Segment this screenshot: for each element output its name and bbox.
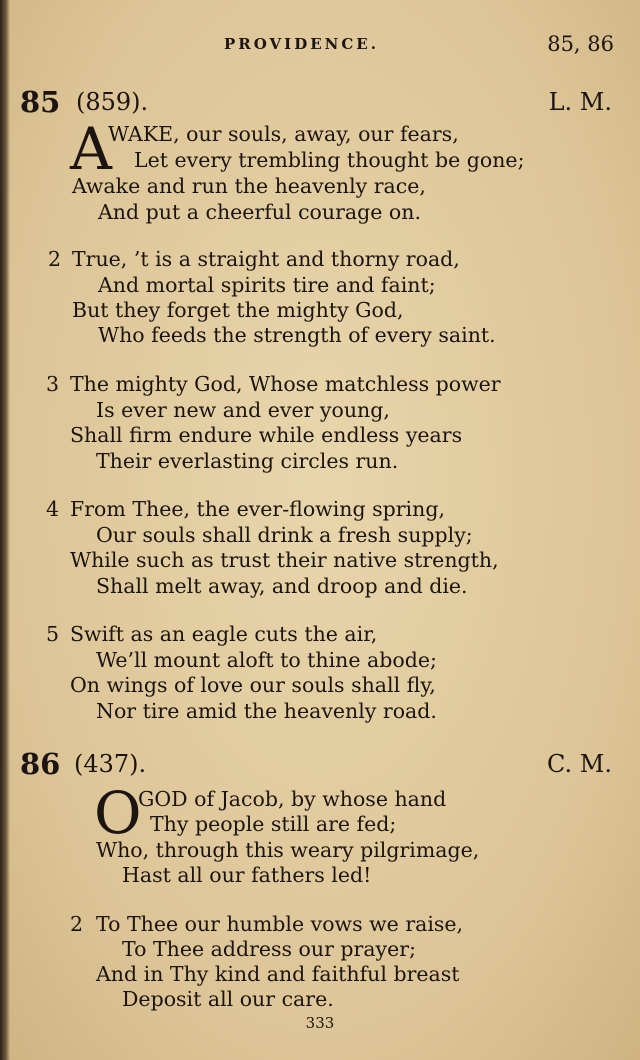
verse-line: WAKE, our souls, away, our fears,	[108, 122, 459, 146]
verse-line: Their everlasting circles run.	[96, 449, 399, 473]
stanza-number: 2	[70, 912, 84, 936]
verse-line: To Thee address our prayer;	[122, 937, 416, 961]
verse-line: Our souls shall drink a fresh supply;	[96, 523, 473, 547]
verse-line: But they forget the mighty God,	[72, 298, 404, 322]
verse-line: Shall melt away, and droop and die.	[96, 574, 468, 598]
stanza-number: 2	[48, 247, 62, 271]
drop-cap: A	[70, 115, 112, 183]
running-title: PROVIDENCE.	[224, 35, 379, 53]
verse-line: The mighty God, Whose matchless power	[70, 372, 501, 396]
stanza-number: 4	[46, 497, 60, 521]
running-page-range: 85, 86	[547, 32, 614, 56]
hymn-alt-number: (437).	[74, 750, 147, 778]
verse-line: Is ever new and ever young,	[96, 398, 390, 422]
verse-line: Hast all our fathers led!	[122, 863, 372, 887]
verse-line: While such as trust their native strength,	[70, 548, 499, 572]
hymn-number: 86	[20, 747, 61, 781]
verse-line: Deposit all our care.	[122, 987, 334, 1011]
verse-line: We’ll mount aloft to thine abode;	[96, 648, 437, 672]
verse-line: And mortal spirits tire and faint;	[98, 273, 436, 297]
verse-line: Let every trembling thought be gone;	[134, 148, 525, 172]
hymn-meter: C. M.	[547, 750, 612, 778]
verse-line: Swift as an eagle cuts the air,	[70, 622, 378, 646]
hymn-meter: L. M.	[548, 88, 612, 116]
verse-line: True, ’t is a straight and thorny road,	[72, 247, 460, 271]
hymn-alt-number: (859).	[76, 88, 149, 116]
page-gutter-shadow	[0, 0, 10, 1060]
verse-line: GOD of Jacob, by whose hand	[138, 787, 447, 811]
hymn-number: 85	[20, 85, 61, 119]
verse-line: On wings of love our souls shall fly,	[70, 673, 436, 697]
verse-line: Who, through this weary pilgrimage,	[96, 838, 480, 862]
verse-line: Shall firm endure while endless years	[70, 423, 463, 447]
verse-line: Nor tire amid the heavenly road.	[96, 699, 437, 723]
stanza-number: 3	[46, 372, 60, 396]
verse-line: Thy people still are fed;	[150, 812, 397, 836]
verse-line: To Thee our humble vows we raise,	[96, 912, 464, 936]
verse-line: Who feeds the strength of every saint.	[98, 323, 496, 347]
running-head	[0, 32, 640, 62]
verse-line: From Thee, the ever-flowing spring,	[70, 497, 445, 521]
drop-cap: O	[94, 779, 142, 847]
page-number: 333	[305, 1014, 335, 1032]
stanza-number: 5	[46, 622, 60, 646]
verse-line: And put a cheerful courage on.	[98, 200, 421, 224]
verse-line: Awake and run the heavenly race,	[72, 174, 426, 198]
verse-line: And in Thy kind and faithful breast	[96, 962, 460, 986]
